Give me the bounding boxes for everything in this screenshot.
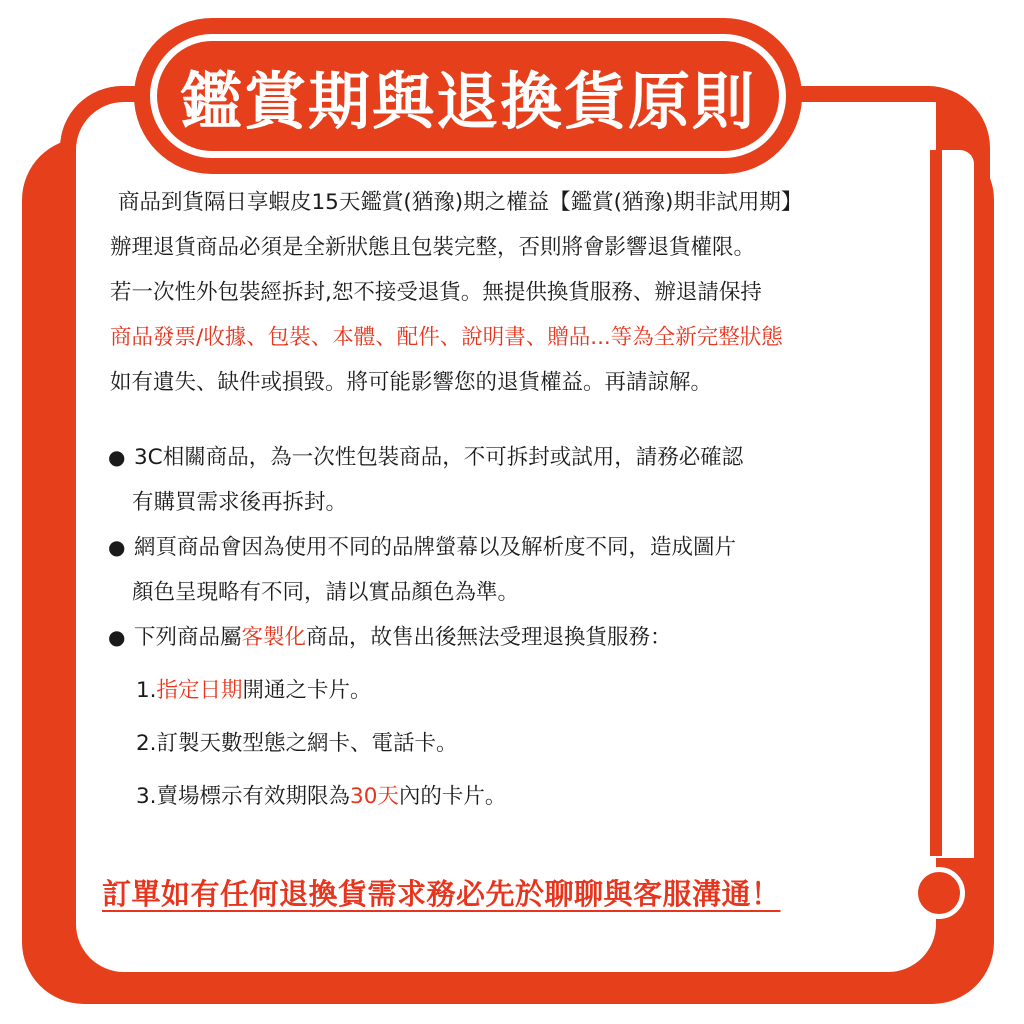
bullet-icon: ●: [108, 535, 126, 559]
intro-line: 若一次性外包裝經拆封,恕不接受退貨。無提供換貨服務、辦退請保持: [110, 280, 762, 305]
bullet-text-cont: 有購買需求後再拆封。: [132, 490, 348, 515]
sub-item-2: 2.訂製天數型態之網卡、電話卡。: [136, 731, 458, 756]
bullet-icon: ●: [108, 445, 126, 469]
bullet-icon: ●: [108, 625, 126, 649]
bullet-text: 商品，故售出後無法受理退換貨服務：: [306, 625, 672, 650]
sub-item-1: [110, 668, 940, 713]
sub-item-number: 1.: [136, 678, 157, 703]
bullet-highlight: 客製化: [241, 625, 307, 650]
intro-line: 商品到貨隔日享蝦皮15天鑑賞(猶豫)期之權益【鑑賞(猶豫)期非試用期】: [118, 190, 803, 215]
sub-item-text: 3.賣場標示有效期限為: [136, 784, 351, 809]
sub-item-highlight: 指定日期: [156, 678, 243, 703]
decorative-dot-icon: [913, 867, 965, 919]
bullet-text-cont: 顏色呈現略有不同，請以實品顏色為準。: [132, 580, 520, 605]
bullet-item: [110, 615, 940, 660]
intro-line-highlight: 商品發票/收據、包裝、本體、配件、說明書、贈品...等為全新完整狀態: [110, 325, 783, 350]
bullet-item: [110, 435, 940, 480]
page-title: 鑑賞期與退換貨原則: [179, 64, 756, 138]
policy-content: [110, 180, 940, 819]
intro-line: 如有遺失、缺件或損毀。將可能影響您的退貨權益。再請諒解。: [110, 370, 713, 395]
sub-item-highlight: 30天: [350, 784, 399, 809]
bullet-text: 3C相關商品，為一次性包裝商品，不可拆封或試用，請務必確認: [134, 445, 744, 470]
bullet-item: [110, 525, 940, 570]
sub-item-text: 開通之卡片。: [242, 678, 372, 703]
sub-item-3: [110, 774, 940, 819]
bullet-text: 網頁商品會因為使用不同的品牌螢幕以及解析度不同，造成圖片: [134, 535, 737, 560]
sub-item-text: 內的卡片。: [398, 784, 507, 809]
bullet-text: 下列商品屬: [134, 625, 242, 650]
intro-line: 辦理退貨商品必須是全新狀態且包裝完整，否則將會影響退貨權限。: [110, 235, 756, 260]
title-badge: [150, 34, 786, 158]
footer-notice: 訂單如有任何退換貨需求務必先於聊聊與客服溝通！: [102, 877, 781, 911]
